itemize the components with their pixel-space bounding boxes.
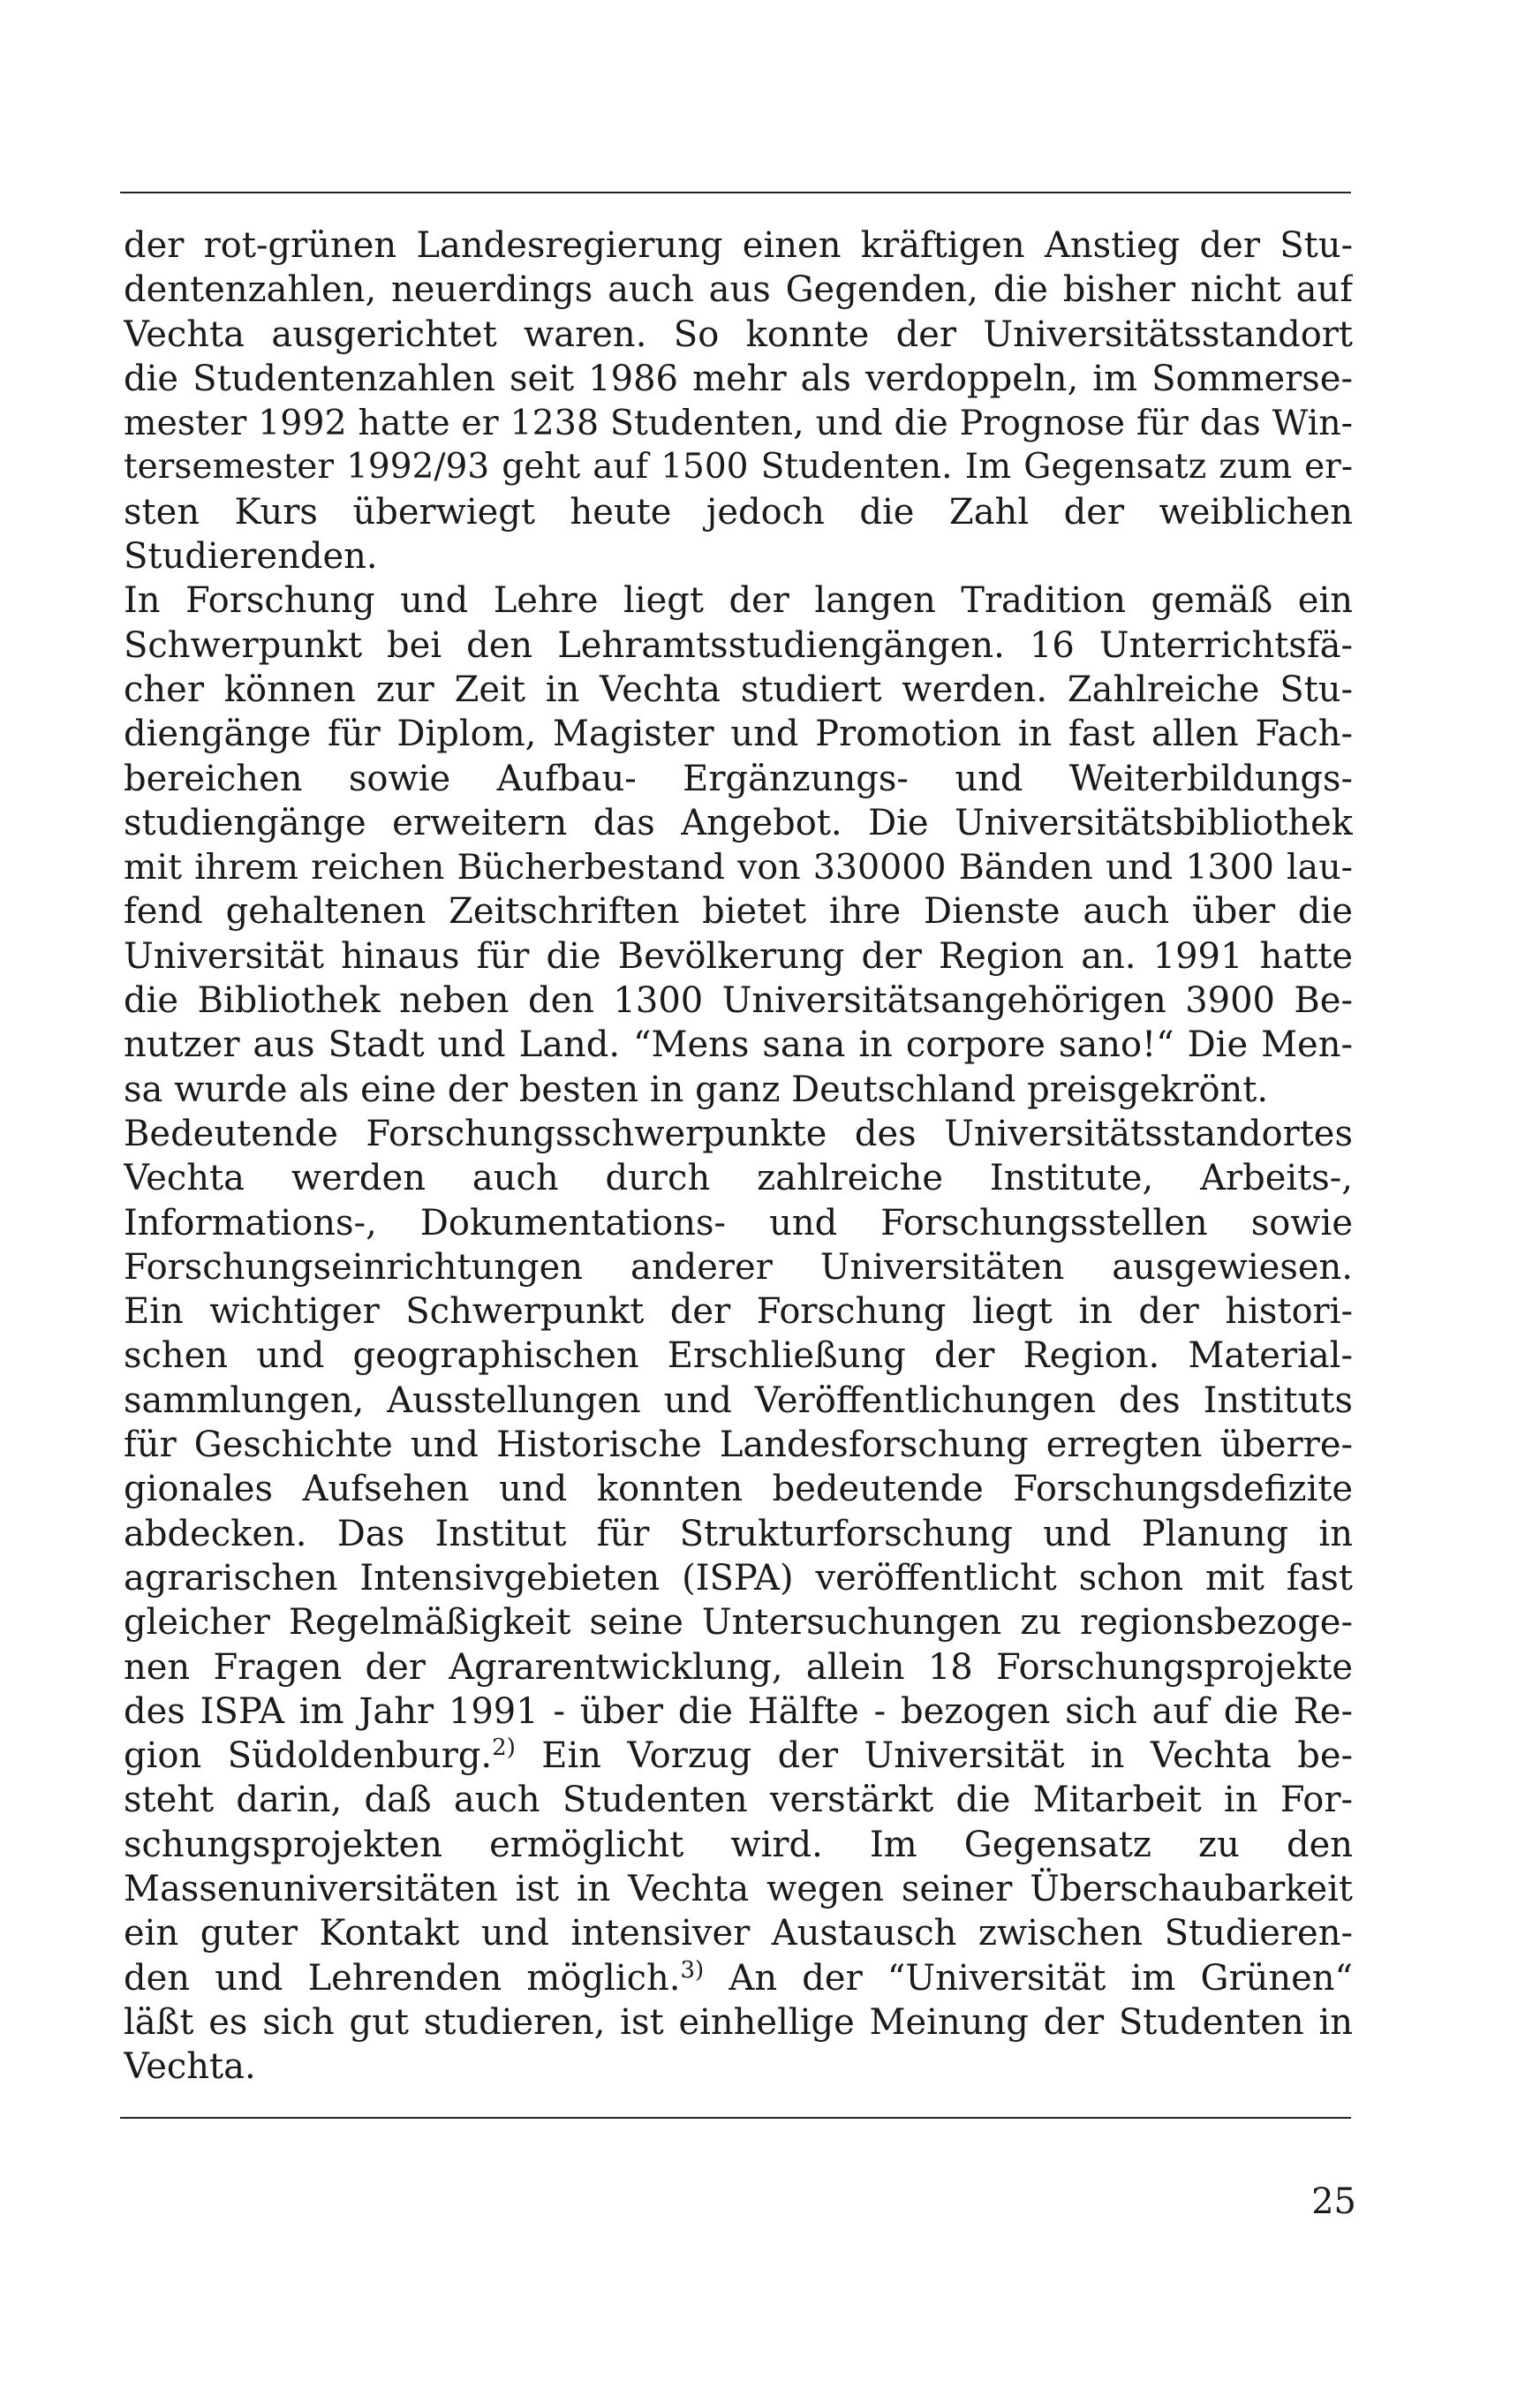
- text-line-main: mit ihrem reichen Bücherbestand von 330000 Bänden und 1300 lau-: [124, 847, 1353, 888]
- text-line: [124, 668, 1353, 712]
- text-line: [124, 979, 1353, 1023]
- text-line-main: für Geschichte und Historische Landesforschung erregten überre-: [124, 1425, 1353, 1466]
- text-line-main: die Bibliothek neben den 1300 Universitätsangehörigen 3900 Be-: [124, 980, 1353, 1022]
- text-line-main: sten Kurs überwiegt heute jedoch die Zahl der weiblichen: [124, 491, 1353, 533]
- text-line: [124, 1156, 1353, 1200]
- text-line: [124, 268, 1353, 312]
- text-line-main: nutzer aus Stadt und Land. “Mens sana in corpore sano!“ Die Men-: [124, 1024, 1353, 1066]
- body-text: [124, 223, 1353, 2089]
- text-line: [124, 1956, 1353, 2000]
- text-line: [124, 1289, 1353, 1334]
- text-line-continuation: An der “Universität im Grünen“: [704, 1957, 1353, 1999]
- text-line-main: Studierenden.: [124, 536, 378, 578]
- text-line: [124, 1556, 1353, 1600]
- text-line: [124, 1379, 1353, 1423]
- text-line-main: ein guter Kontakt und intensiver Austausch zwischen Studieren-: [124, 1913, 1353, 1954]
- top-rule: [120, 192, 1351, 193]
- text-line-main: Massenuniversitäten ist in Vechta wegen seiner Überschaubarkeit: [124, 1868, 1353, 1909]
- text-line-main: In Forschung und Lehre liegt der langen Tradition gemäß ein: [124, 580, 1353, 622]
- text-line: [124, 1823, 1353, 1867]
- text-line-main: der rot-grünen Landesregierung einen kräftigen Anstieg der Stu-: [124, 225, 1353, 266]
- text-line: [124, 1201, 1353, 1245]
- text-line: [124, 1423, 1353, 1467]
- text-line-main: schen und geographischen Erschließung der Region. Material-: [124, 1335, 1353, 1377]
- text-line: [124, 712, 1353, 756]
- text-line-main: schungsprojekten ermöglicht wird. Im Gegensatz zu den: [124, 1824, 1353, 1865]
- text-line: [124, 1600, 1353, 1644]
- text-line-main: die Studentenzahlen seit 1986 mehr als verdoppeln, im Sommerse-: [124, 358, 1353, 399]
- text-line: [124, 624, 1353, 668]
- text-line-main: Vechta werden auch durch zahlreiche Institute, Arbeits-,: [124, 1158, 1353, 1199]
- text-line: [124, 845, 1353, 889]
- text-line-main: cher können zur Zeit in Vechta studiert werden. Zahlreiche Stu-: [124, 669, 1353, 710]
- text-line-main: agrarischen Intensivgebieten (ISPA) veröffentlicht schon mit fast: [124, 1557, 1353, 1599]
- text-line-main: Vechta.: [124, 2046, 256, 2088]
- text-line-main: gionales Aufsehen und konnten bedeutende Forschungsdefizite: [124, 1469, 1353, 1510]
- text-line-main: läßt es sich gut studieren, ist einhellige Meinung der Studenten in: [124, 2001, 1353, 2043]
- text-line: [124, 1023, 1353, 1067]
- text-line-main: den und Lehrenden möglich.: [124, 1957, 681, 1999]
- text-line: [124, 889, 1353, 934]
- text-line-main: mester 1992 hatte er 1238 Studenten, und die Prognose für das Win-: [124, 403, 1353, 444]
- text-line-main: gleicher Regelmäßigkeit seine Untersuchungen zu regionsbezoge-: [124, 1602, 1353, 1644]
- text-line: [124, 2045, 1353, 2089]
- text-line: [124, 578, 1353, 623]
- text-line-main: studiengänge erweitern das Angebot. Die Universitätsbibliothek: [124, 802, 1353, 843]
- text-line: [124, 1867, 1353, 1911]
- text-line-main: Informations-, Dokumentations- und Forschungsstellen sowie: [124, 1202, 1353, 1243]
- text-line: [124, 801, 1353, 845]
- text-line: [124, 934, 1353, 979]
- footnote-reference: 2): [492, 1735, 516, 1762]
- text-line: [124, 534, 1353, 578]
- text-line-main: dentenzahlen, neuerdings auch aus Gegenden, die bisher nicht auf: [124, 269, 1353, 311]
- text-line-main: tersemester 1992/93 geht auf 1500 Studenten. Im Gegensatz zum er-: [124, 447, 1353, 488]
- text-line: [124, 1911, 1353, 1955]
- text-line: [124, 401, 1353, 445]
- text-line-main: Schwerpunkt bei den Lehramtsstudiengängen. 16 Unterrichtsfä-: [124, 624, 1353, 666]
- text-line: [124, 1334, 1353, 1378]
- text-line: [124, 1467, 1353, 1511]
- text-line: [124, 313, 1353, 357]
- text-line-main: sammlungen, Ausstellungen und Veröffentlichungen des Instituts: [124, 1379, 1353, 1421]
- text-line: [124, 2000, 1353, 2045]
- text-line-main: diengänge für Diplom, Magister und Promotion in fast allen Fach-: [124, 714, 1353, 755]
- text-line: [124, 1512, 1353, 1556]
- text-line: [124, 1778, 1353, 1822]
- text-line: [124, 1734, 1353, 1778]
- text-line: [124, 223, 1353, 268]
- text-line: [124, 757, 1353, 801]
- text-line-main: Universität hinaus für die Bevölkerung der Region an. 1991 hatte: [124, 935, 1353, 977]
- text-line-main: abdecken. Das Institut für Strukturforschung und Planung in: [124, 1513, 1353, 1554]
- text-line-main: nen Fragen der Agrarentwicklung, allein 18 Forschungsprojekte: [124, 1646, 1353, 1688]
- text-line-main: des ISPA im Jahr 1991 - über die Hälfte - bezogen sich auf die Re-: [124, 1690, 1353, 1732]
- text-line: [124, 1689, 1353, 1734]
- text-line-main: steht darin, daß auch Studenten verstärkt die Mitarbeit in For-: [124, 1780, 1353, 1821]
- text-line-main: bereichen sowie Aufbau- Ergänzungs- und Weiterbildungs-: [124, 758, 1353, 799]
- text-line-main: Ein wichtiger Schwerpunkt der Forschung liegt in der histori-: [124, 1291, 1353, 1333]
- text-line-main: fend gehaltenen Zeitschriften bietet ihre Dienste auch über die: [124, 891, 1353, 933]
- text-line: [124, 445, 1353, 489]
- footnote-reference: 3): [680, 1956, 705, 1984]
- text-line: [124, 1068, 1353, 1112]
- text-line: [124, 1245, 1353, 1289]
- text-line-main: Forschungseinrichtungen anderer Universitäten ausgewiesen.: [124, 1246, 1353, 1288]
- bottom-rule: [120, 2117, 1351, 2119]
- text-line-continuation: Ein Vorzug der Universität in Vechta be-: [515, 1735, 1353, 1777]
- text-line-main: gion Südoldenburg.: [124, 1735, 493, 1777]
- text-line-main: Bedeutende Forschungsschwerpunkte des Universitätsstandortes: [124, 1113, 1353, 1154]
- text-line: [124, 357, 1353, 401]
- text-line: [124, 1645, 1353, 1689]
- page-number: 25: [1311, 2181, 1356, 2222]
- text-line-main: Vechta ausgerichtet waren. So konnte der Universitätsstandort: [124, 314, 1353, 355]
- text-line: [124, 1112, 1353, 1156]
- text-line: [124, 490, 1353, 534]
- text-line-main: sa wurde als eine der besten in ganz Deutschland preisgekrönt.: [124, 1069, 1269, 1110]
